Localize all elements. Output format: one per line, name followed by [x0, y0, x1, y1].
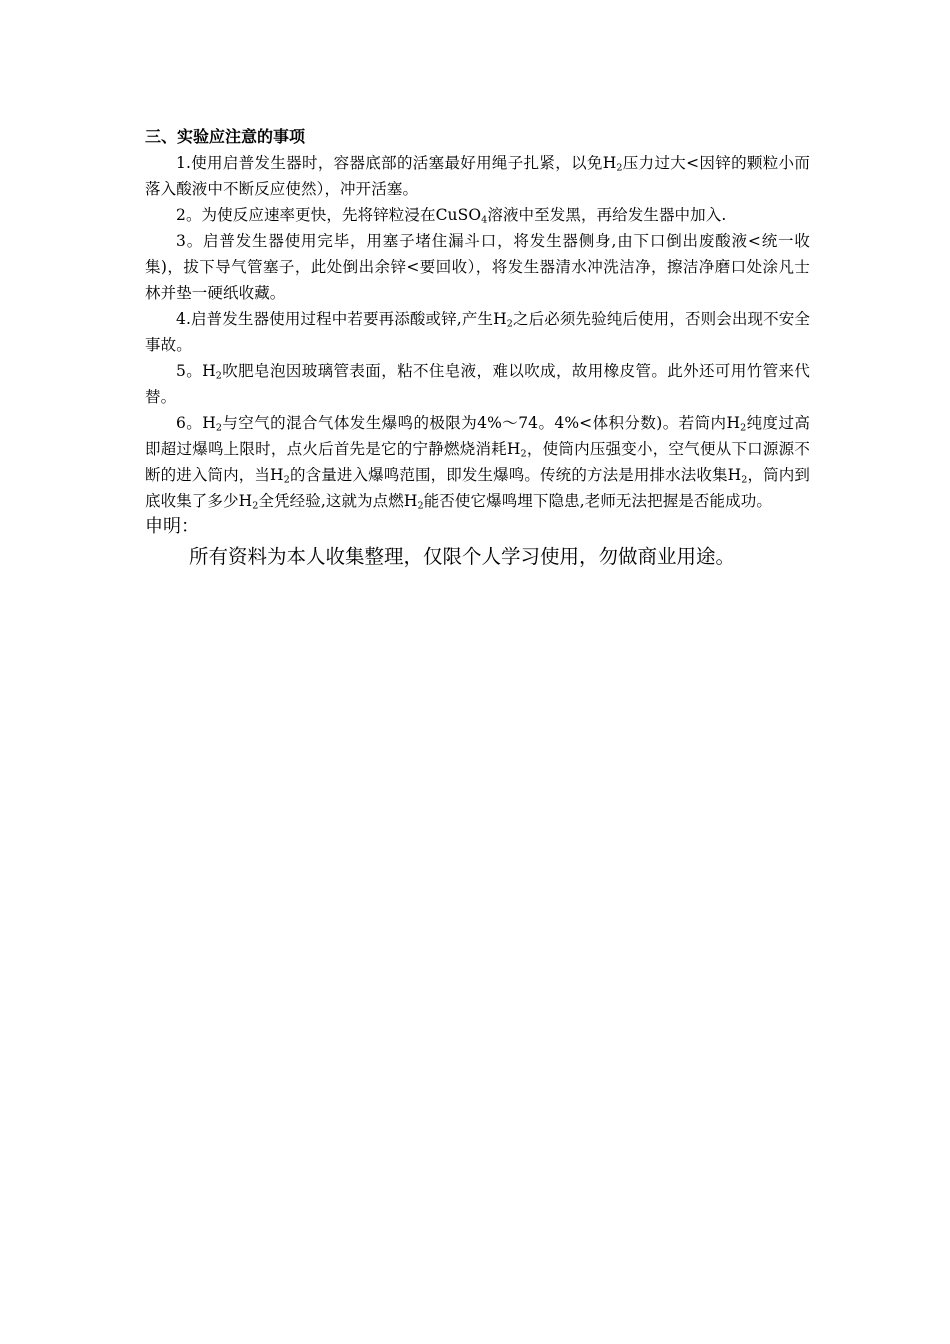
- note-paragraph-2: [145, 202, 810, 228]
- note-paragraph-5: [145, 358, 810, 410]
- subscript: 2: [252, 500, 259, 512]
- subscript: 2: [215, 370, 222, 382]
- subscript: 2: [215, 422, 223, 434]
- subscript: 2: [520, 448, 527, 460]
- subscript: 2: [283, 474, 290, 486]
- paragraph-text: 2。为使反应速率更快，先将锌粒浸在CuSO: [176, 206, 482, 224]
- paragraph-text: ，使筒内压强变小，空气便从下口源源不断的进入筒内，当H: [145, 440, 810, 484]
- document-body: [145, 124, 810, 574]
- statement-label: 申明：: [145, 516, 199, 537]
- note-paragraph-4: [145, 306, 810, 358]
- paragraph-text: 1.使用启普发生器时，容器底部的活塞最好用绳子扎紧，以免H: [176, 154, 617, 172]
- subscript: 2: [417, 500, 424, 512]
- section-title: 三、实验应注意的事项: [145, 127, 306, 146]
- note-paragraph-1: [145, 150, 810, 202]
- note-paragraph-3: [145, 228, 810, 306]
- paragraph-text: 5。H: [176, 362, 216, 380]
- subscript: 4: [481, 214, 488, 226]
- paragraph-text: 的含量进入爆鸣范围，即发生爆鸣。传统的方法是用排水法收集H: [289, 466, 742, 484]
- paragraph-text: ，筒内到底收集了多少H: [145, 466, 811, 510]
- subscript: 2: [506, 318, 513, 330]
- paragraph-text: 与空气的混合气体发生爆鸣的极限为4%～74。4%<体积分数)。若筒内H: [222, 414, 741, 432]
- paragraph-text: 能否使它爆鸣埋下隐患,老师无法把握是否能成功。: [423, 492, 772, 510]
- subscript: 2: [616, 162, 623, 174]
- subscript: 2: [740, 422, 747, 434]
- paragraph-text: 溶液中至发黑，再给发生器中加入.: [487, 206, 727, 224]
- paragraph-text: 3。启普发生器使用完毕，用塞子堵住漏斗口，将发生器侧身,由下口倒出废酸液<统一收集)，拔下导气管塞子，此处倒出余锌<要回收），将发生器清水冲洗洁净，擦洁净磨口处涂凡士林并垫一硬纸收藏。: [145, 232, 810, 302]
- subscript: 2: [741, 474, 748, 486]
- paragraph-text: 吹肥皂泡因玻璃管表面，粘不住皂液，难以吹成，故用橡皮管。此外还可用竹管来代替。: [145, 362, 810, 406]
- paragraph-text: 4.启普发生器使用过程中若要再添酸或锌,产生H: [176, 310, 507, 328]
- paragraph-text: 纯度过高即超过爆鸣上限时，点火后首先是它的宁静燃烧消耗H: [145, 414, 810, 458]
- statement-text: 所有资料为本人收集整理，仅限个人学习使用，勿做商业用途。: [189, 545, 736, 568]
- note-paragraph-6: [145, 410, 810, 514]
- paragraph-text: 压力过大<因锌的颗粒小而落入酸液中不断反应使然），冲开活塞。: [145, 154, 810, 198]
- paragraph-text: 全凭经验,这就为点燃H: [258, 492, 418, 510]
- paragraph-text: 之后必须先验纯后使用，否则会出现不安全事故。: [145, 310, 810, 354]
- paragraph-text: 6。H: [176, 414, 216, 432]
